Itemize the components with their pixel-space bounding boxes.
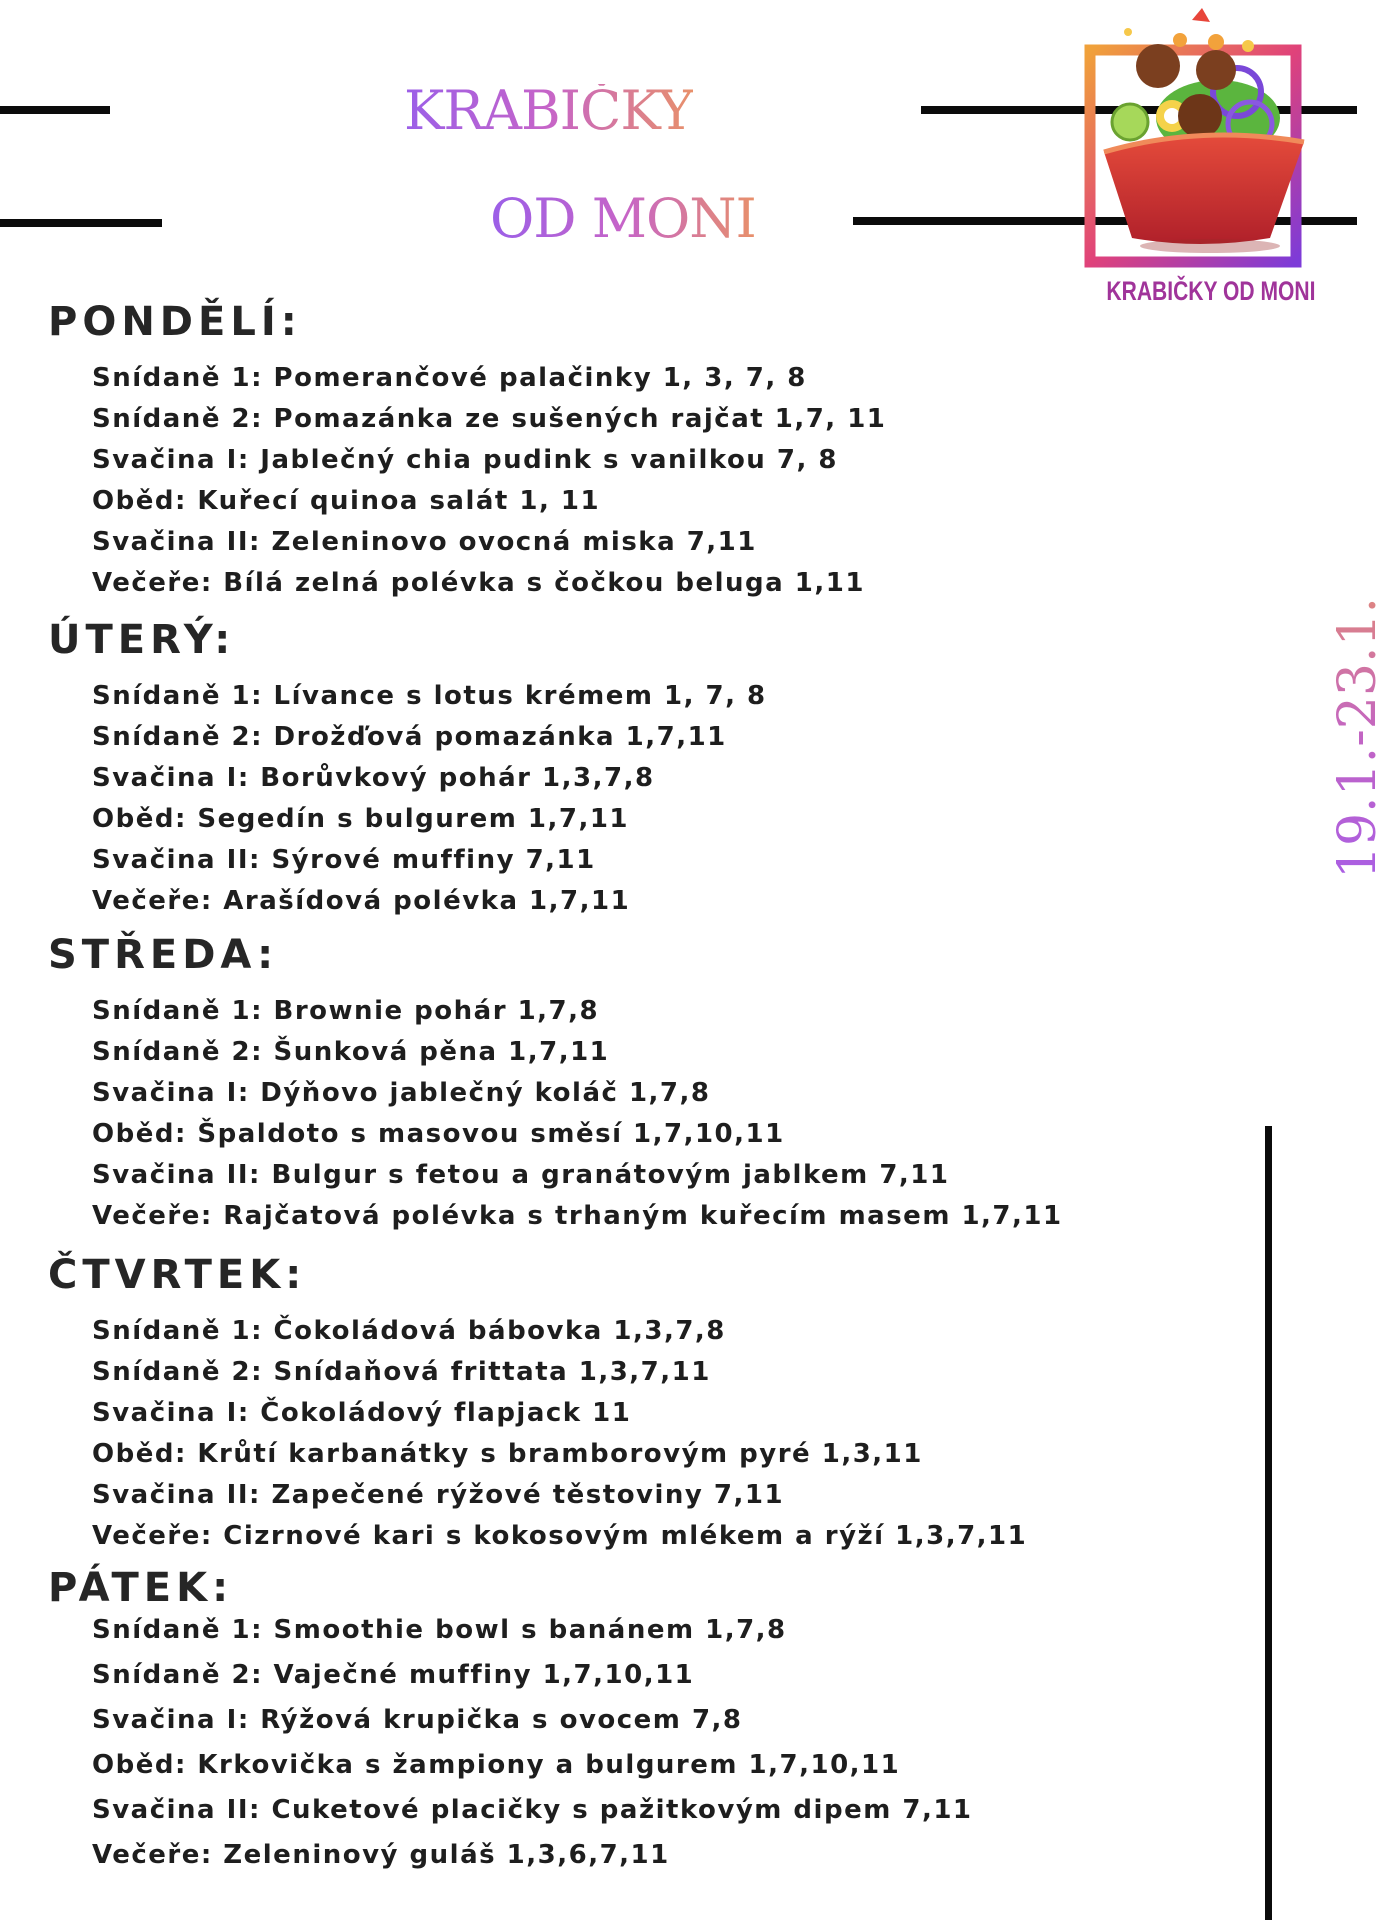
meal-item: Svačina I: Rýžová krupička s ovocem 7,8 xyxy=(92,1705,743,1735)
meal-item: Večeře: Arašídová polévka 1,7,11 xyxy=(92,886,631,916)
meal-list xyxy=(92,1311,1027,1557)
logo-caption: KRABIČKY OD MONI xyxy=(1106,276,1316,306)
page-title-line2: OD MONI xyxy=(490,187,756,250)
day-title: ÚTERÝ: xyxy=(48,617,236,663)
meal-item: Snídaně 2: Vaječné muffiny 1,7,10,11 xyxy=(92,1660,695,1690)
meal-item: Oběd: Špaldoto s masovou směsí 1,7,10,11 xyxy=(92,1119,785,1149)
brand-logo xyxy=(1080,6,1320,306)
meal-item: Večeře: Cizrnové kari s kokosovým mlékem a rýží 1,3,7,11 xyxy=(92,1521,1028,1551)
meal-list xyxy=(92,676,767,922)
divider-left-bottom xyxy=(0,219,162,227)
day-title: PONDĚLÍ: xyxy=(48,299,302,345)
meal-item: Snídaně 1: Brownie pohár 1,7,8 xyxy=(92,996,600,1026)
meal-item: Snídaně 2: Šunková pěna 1,7,11 xyxy=(92,1037,610,1067)
meal-item: Snídaně 2: Drožďová pomazánka 1,7,11 xyxy=(92,722,727,752)
date-range: 19.1.-23.1. xyxy=(1328,548,1388,928)
meal-item: Večeře: Bílá zelná polévka s čočkou beluga 1,11 xyxy=(92,568,865,598)
day-title: ČTVRTEK: xyxy=(48,1252,307,1298)
meal-item: Svačina II: Zapečené rýžové těstoviny 7,11 xyxy=(92,1480,785,1510)
meal-item: Svačina I: Dýňovo jablečný koláč 1,7,8 xyxy=(92,1078,711,1108)
day-title: PÁTEK: xyxy=(48,1565,234,1611)
meal-item: Svačina I: Borůvkový pohár 1,3,7,8 xyxy=(92,763,655,793)
divider-left-top xyxy=(0,106,110,114)
meal-list xyxy=(92,358,886,604)
meal-item: Večeře: Zeleninový guláš 1,3,6,7,11 xyxy=(92,1840,670,1870)
meal-item: Večeře: Rajčatová polévka s trhaným kuřecím masem 1,7,11 xyxy=(92,1201,1063,1231)
meal-item: Snídaně 2: Pomazánka ze sušených rajčat 1,7, 11 xyxy=(92,404,887,434)
meal-item: Oběd: Krkovička s žampiony a bulgurem 1,7,10,11 xyxy=(92,1750,901,1780)
meal-item: Snídaně 1: Pomerančové palačinky 1, 3, 7, 8 xyxy=(92,363,807,393)
meal-item: Snídaně 2: Snídaňová frittata 1,3,7,11 xyxy=(92,1357,711,1387)
meal-list xyxy=(92,1608,973,1878)
food-bowl-icon xyxy=(1080,6,1320,276)
meal-item: Svačina II: Sýrové muffiny 7,11 xyxy=(92,845,596,875)
meal-item: Svačina I: Jablečný chia pudink s vanilkou 7, 8 xyxy=(92,445,838,475)
meal-item: Snídaně 1: Lívance s lotus krémem 1, 7, 8 xyxy=(92,681,767,711)
meal-item: Oběd: Segedín s bulgurem 1,7,11 xyxy=(92,804,629,834)
meal-item: Svačina I: Čokoládový flapjack 11 xyxy=(92,1398,632,1428)
day-title: STŘEDA: xyxy=(48,932,279,978)
meal-item: Svačina II: Cuketové placičky s pažitkovým dipem 7,11 xyxy=(92,1795,973,1825)
meal-item: Snídaně 1: Smoothie bowl s banánem 1,7,8 xyxy=(92,1615,787,1645)
page-title-line1: KRABIČKY xyxy=(404,79,693,142)
meal-item: Oběd: Krůtí karbanátky s bramborovým pyré 1,3,11 xyxy=(92,1439,923,1469)
meal-item: Snídaně 1: Čokoládová bábovka 1,3,7,8 xyxy=(92,1316,726,1346)
meal-item: Svačina II: Zeleninovo ovocná miska 7,11 xyxy=(92,527,757,557)
meal-list xyxy=(92,991,1063,1237)
meal-item: Oběd: Kuřecí quinoa salát 1, 11 xyxy=(92,486,601,516)
meal-item: Svačina II: Bulgur s fetou a granátovým jablkem 7,11 xyxy=(92,1160,950,1190)
divider-vertical-right xyxy=(1265,1126,1272,1920)
